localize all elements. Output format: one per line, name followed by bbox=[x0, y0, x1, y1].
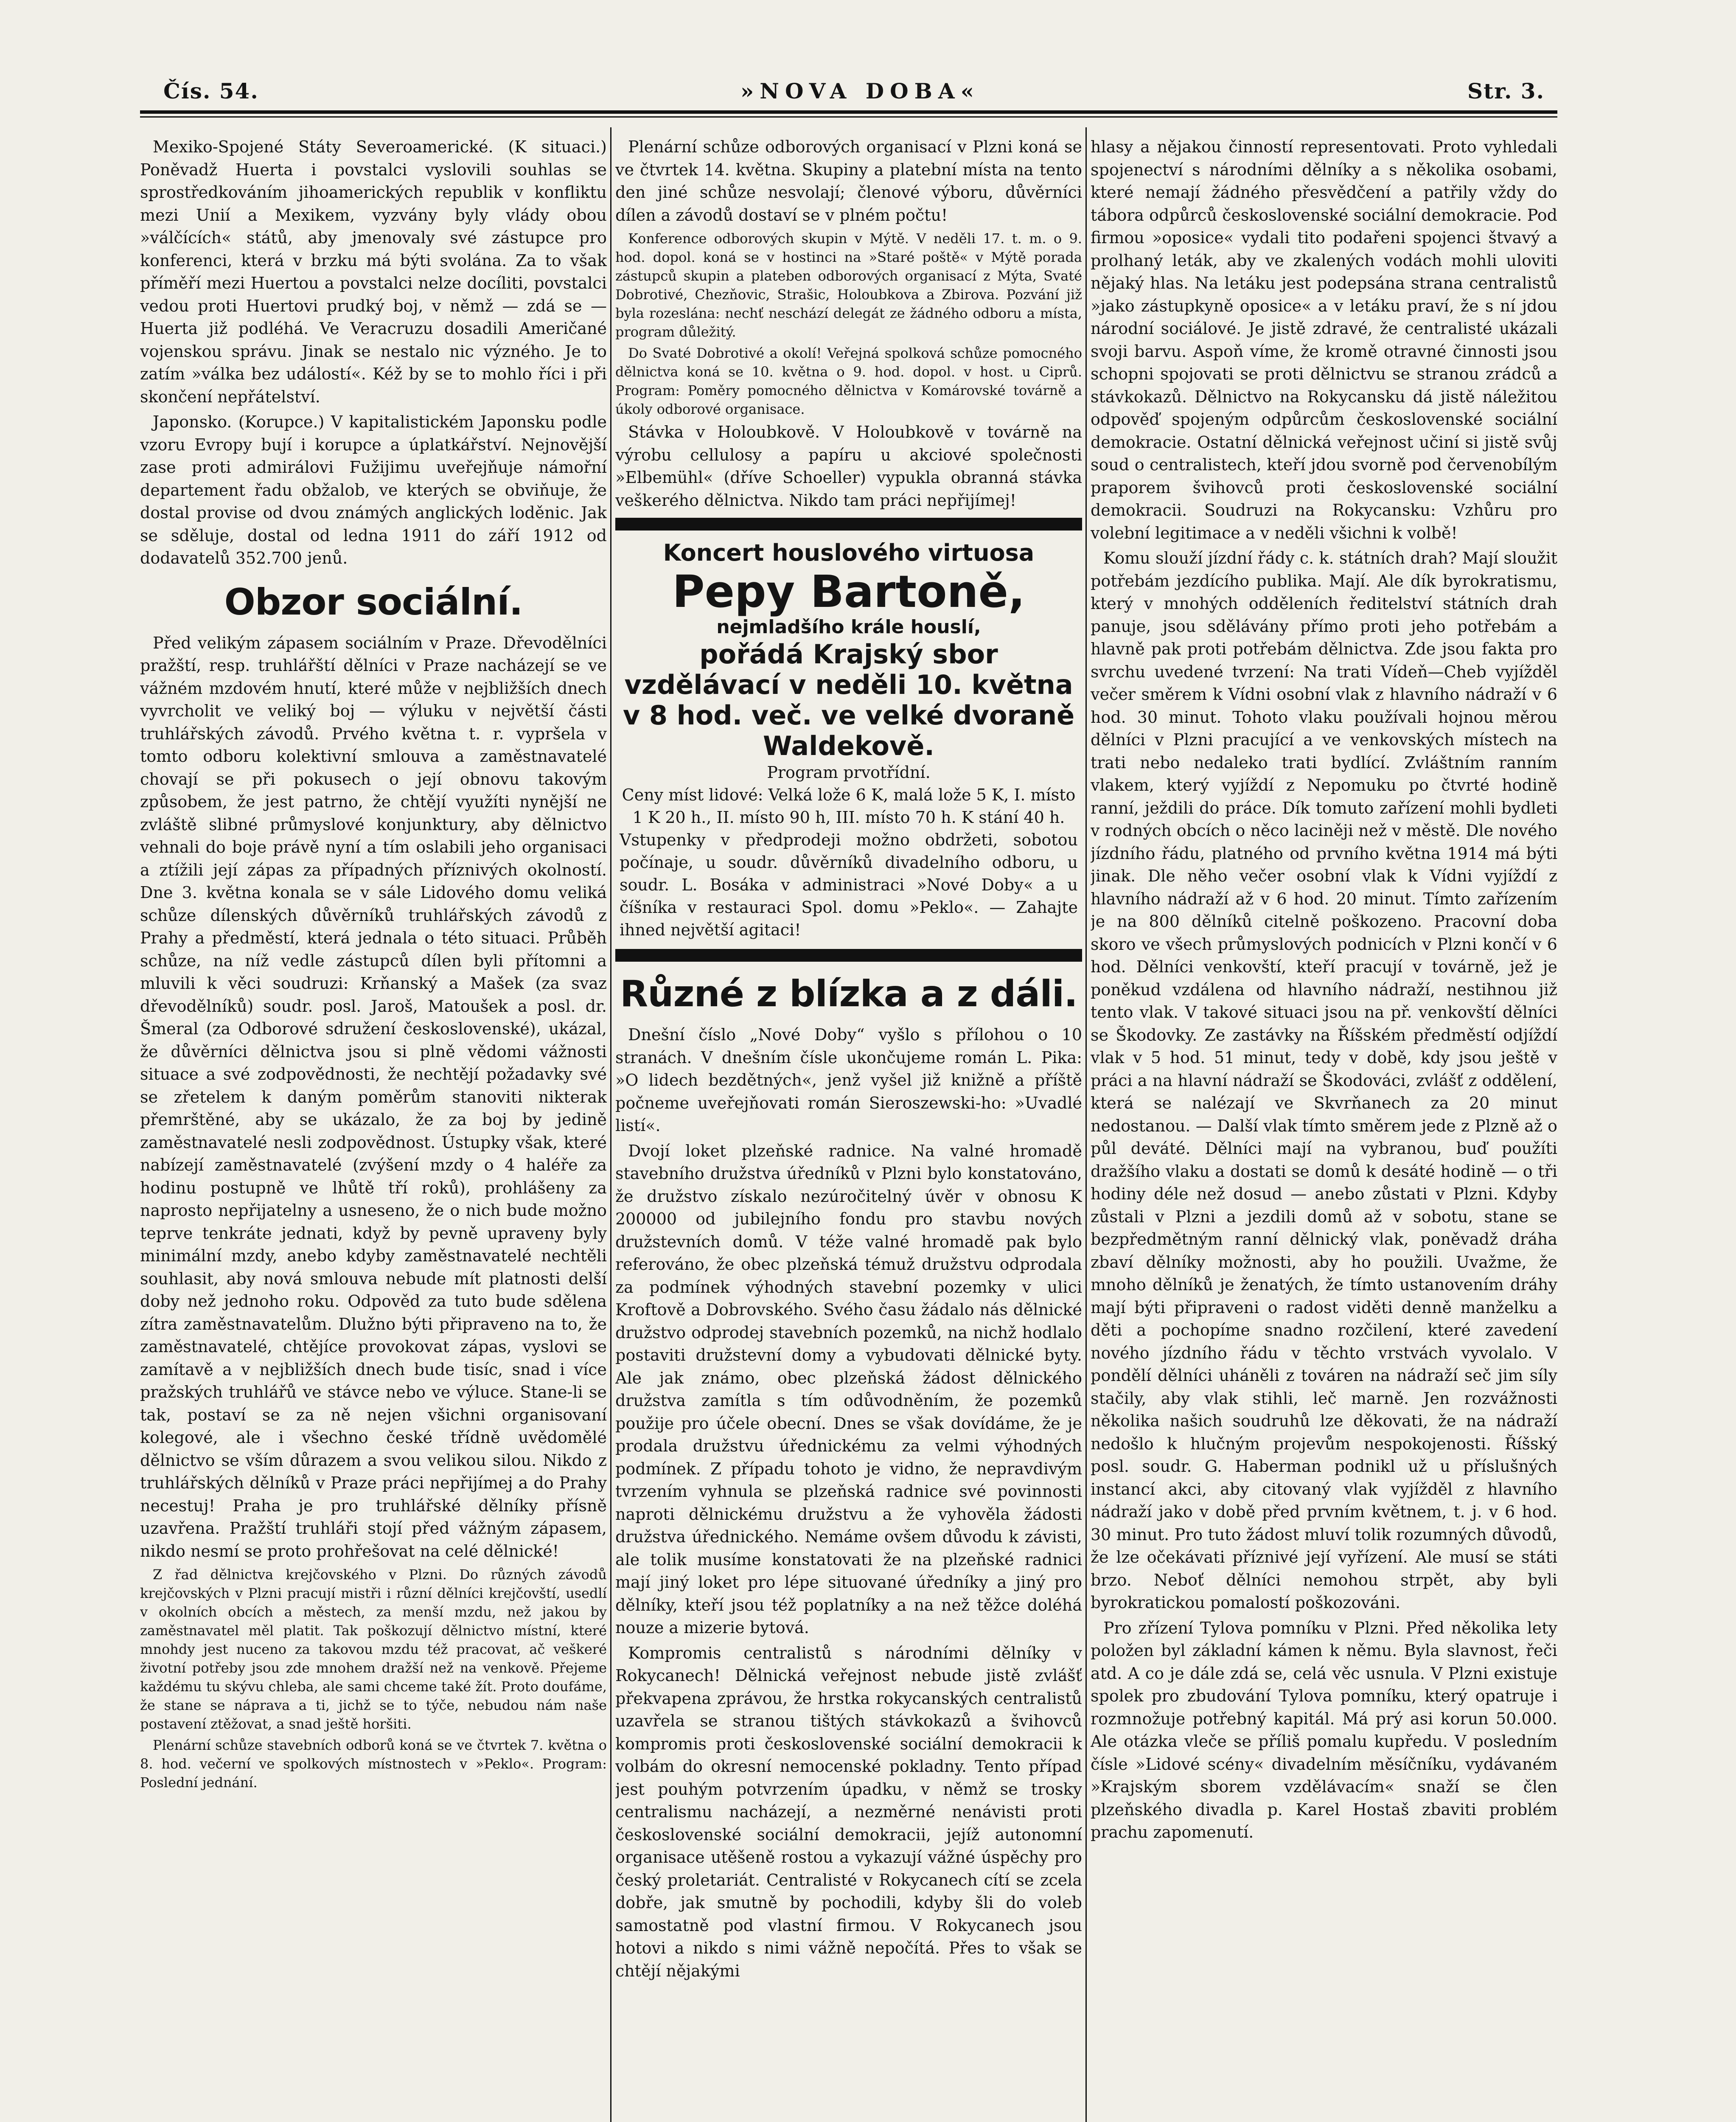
newspaper-title: »NOVA DOBA« bbox=[740, 79, 980, 104]
column-2 bbox=[615, 136, 1082, 2122]
column-divider bbox=[610, 127, 611, 2122]
article-today-issue: Dnešní číslo „Nové Doby“ vyšlo s přílohou o 10 stranách. V dnešním čísle ukončujeme román L. Pika: »O lidech bezdětných«, jenž vyšel již knižně a příště počneme uveřejňovati román Sieroszewski-ho: »Uvadlé listí«. bbox=[615, 1025, 1082, 1135]
ad-line: Koncert houslového virtuosa bbox=[663, 539, 1035, 566]
article-myto-conference: Konference odborových skupin v Mýtě. V neděli 17. t. m. o 9. hod. dopol. koná se v hostinci na »Staré poště« v Mýtě porada zástupců skupin a plateben odborových organisací z Mýta, Svaté Dobrotivé, Chezňovic, Strašic, Holoubkova a Zbirova. Pozvání již byla rozeslána: nechť neschází delegát ze žádného odboru a místa, program důležitý. bbox=[615, 230, 1082, 340]
column-divider bbox=[1085, 127, 1087, 2122]
ad-tickets: Vstupenky v předprodeji možno obdržeti, sobotou počínaje, u soudr. důvěrníků divadelního odboru, u soudr. L. Bosáka v administraci »Nové Doby« a u číšníka v restauraci Spol. domu »Peklo«. — Zahajte ihned největší agitaci! bbox=[620, 831, 1078, 939]
article-mexico: Mexiko-Spojené Státy Severoamerické. (K situaci.) Poněvadž Huerta i povstalci vyslovili souhlas se sprostředkováním jihoamerických republik v konfliktu mezi Unií a Mexikem, vyzvány byly vlády obou »válčících« států, aby jmenovaly své zástupce pro konferenci, která v brzku má býti svolána. Za to však příměří mezi Huertou a povstalci nelze docíliti, povstalci vedou proti Huertovi prudký boj, v němž — zdá se — Huerta již podléhá. Ve Veracruzu dosadili Američané vojenskou správu. Jinak se nestalo nic význého. Je to zatím »válka bez událostí«. Kéž by se to mohlo říci i při skončení nepřátelství. bbox=[140, 138, 607, 406]
page-header bbox=[163, 79, 1545, 112]
ad-organizer: pořádá Krajský sbor vzdělávací v neděli 10. května v 8 hod. več. ve velké dvoraně Waldekově. bbox=[623, 639, 1075, 761]
ad-performer: Pepy Bartoně, bbox=[672, 566, 1025, 618]
section-heading: Obzor sociální. bbox=[224, 581, 523, 623]
article-railway-timetables: Komu slouží jízdní řády c. k. státních drah? Mají sloužit potřebám jezdícího publika. Mají. Ale dík byrokratismu, který v mnohých odděleních ředitelství státních drah panuje, jsou sdělávány přímo proti jeho potřebám a hlavně pak proti potřebám dělnictva. Zde jsou fakta pro svrchu uvedené tvrzení: Na trati Vídeň—Cheb vyjížděl večer směrem k Vídni osobní vlak z hlavního nádraží v 6 hod. 30 minut. Tohoto vlaku používali hojnou měrou dělníci v Plzni pracující a ve venkovských místech na trati nebo nedaleko trati bydlící. Zvláštním ranním vlakem, který vyjíždí z Nepomuku po čtvrté hodině ranní, ježdili do práce. Dík tomuto zařízení mohli bydleti v rodných obcích o něco laciněji než v městě. Dle nového jízdního řádu, platného od prvního května 1914 má býti jinak. Dle něho večer osobní vlak k Vídni vyjíždí z hlavního nádraží až v 6 hod. 20 minut. Tímto zařízením je na 800 dělníků citelně poškozeno. Pracovní doba skoro ve všech průmyslových podnicích v Plzni končí v 6 hod. Dělníci venkovští, kteří pracují v továrně, jež je poněkud vzdálena od hlavního nádraží, nestihnou již tento vlak. V takové situaci jsou na př. venkovští dělníci se Škodovky. Ze zastávky na Říšském předměstí odjíždí vlak v 5 hod. 51 minut, tedy v době, kdy jsou ještě v práci a na hlavní nádraží se Škodováci, zvlášť z oddělení, která se nalézají ve Skvrňanech za 20 minut nedostanou. — Další vlak tímto směrem jede z Plzně až o půl deváté. Dělníci mají na vybranou, buď použíti dražšího vlaku a dostati se domů k desáté hodině — o tři hodiny déle než dosud — anebo zůstati v Plzni. Kdyby zůstali v Plzni a jezdili domů až v sobotu, stane se bezpředmětným ranní dělnický vlak, poněvadž dráha zbaví dělníky možnosti, aby ho použili. Uvažme, že mnoho dělníků je ženatých, že tímto ustanovením dráhy mají býti připraveni o radost viděti denně manželku a děti a pochopíme snadno rozčilení, které zavedení nového jízdního řádu v těchto vrstvách vyvolalo. V pondělí dělníci uháněli z továren na nádraží seč jim síly stačily, aby vlak stihli, leč marně. Jen rozvážnosti několika našich soudruhů lze děkovati, že na nádraží nedošlo k hlučným projevům nespokojenosti. Říšský posl. soudr. G. Haberman podnikl už u příslušných instancí akci, aby citovaný vlak vyjížděl z hlavního nádraží jako v době před prvním květnem, t. j. v 6 hod. 30 minut. Pro tuto žádost mluví tolik rozumných důvodů, že lze očekávati příznivé její vyřízení. Ale musí se státi brzo. Neboť dělníci nemohou strpět, aby byli byrokratickou pomalostí poškozováni. bbox=[1091, 549, 1557, 1612]
ad-prices: Ceny míst lidové: Velká lože 6 K, malá lože 5 K, I. místo 1 K 20 h., II. místo 90 h, III. místo 70 h. K stání 40 h. bbox=[622, 786, 1076, 827]
article-prague-strike: Před velikým zápasem sociálním v Praze. Dřevodělníci pražští, resp. truhlářští dělníci v Praze nacházejí se ve vážném mzdovém hnutí, které může v nejbližších dnech vyvrcholit ve veliký boj — výluku v největší části truhlářských závodů. Prvého května t. r. vypršela v tomto odboru kolektivní smlouva a zaměstnavatelé chovají se při pokusech o její obnovu takovým způsobem, že jest patrno, že chtějí využíti nynější ne zvláště slibné průmyslové konjunktury, aby dělnictvo vehnali do boje právě nyní a tím oslabili jeho organisaci a ztížili její zápas za případných příznivých okolností. Dne 3. května konala se v sále Lidového domu veliká schůze dílenských důvěrníků truhlářských závodů z Prahy a předměstí, která jednala o této situaci. Průběh schůze, na níž vedle zástupců dílen byli přítomni a mluvili k věci soudruzi: Krňanský a Mašek (za svaz dřevodělníků) soudr. posl. Jaroš, Matoušek a posl. dr. Šmeral (za Odborové sdružení československé), ukázal, že důvěrníci dělnictva jsou si plně vědomi vážnosti situace a své zodpovědnosti, že nechtějí požadavky své se zřetelem k daným poměrům stanoviti nikterak přemrštěné, aby se ukázalo, že za boj by jedině zaměstnavatelé nesli zodpovědnost. Ústupky však, které nabízejí zaměstnavatelé (zvýšení mzdy o 4 haléře za hodinu postupně ve lhůtě tří roků), prohlášeny za naprosto nepřijatelny a usneseno, že o nich bude možno teprve tenkráte jednati, když by pevně upraveny byly minimální mzdy, anebo kdyby zaměstnavatelé nechtěli souhlasit, aby nová smlouva nebude mít platnosti delší doby než jednoho roku. Odpověd za tuto bude sdělena zítra zaměstnavatelům. Dlužno býti připraveno na to, že zaměstnavatelé, chtějíce provokovat zápas, vyslovi se zamítavě a v nejbližších dnech bude tisíc, snad i více pražských truhlářů ve stávce nebo ve výluce. Stane-li se tak, postaví se za ně nejen všichni organisovaní kolegové, ale i všechno české třídně uvědomělé dělnictvo se vším důrazem a svou velikou silou. Nikdo z truhlářských dělníků v Praze práci nepřijímej a do Prahy necestuj! Praha je pro truhlářské dělníky přísně uzavřena. Pražští truhláři stojí před vážným zápasem, nikdo nesmí se proto prohřešovat na celé dělnické! bbox=[140, 633, 607, 1561]
article-builders-meeting: Plenární schůze stavebních odborů koná se ve čtvrtek 7. května o 8. hod. večerní ve spolkových místnostech v »Peklo«. Program: Poslední jednání. bbox=[140, 1737, 607, 1791]
header-rule-thin bbox=[140, 116, 1557, 118]
article-holoubkov-strike: Stávka v Holoubkově. V Holoubkově v továrně na výrobu cellulosy a papíru u akciové společnosti »Elbemühl« (dříve Schoeller) vypukla obranná stávka veškerého dělnictva. Nikdo tam práci nepřijímej! bbox=[615, 423, 1082, 510]
article-plenary: Plenární schůze odborových organisací v Plzni koná se ve čtvrtek 14. května. Skupiny a platební místa na tento den jiné schůze nesvolají; členové výboru, důvěrníci dílen a závodů dostaví se v plném počtu! bbox=[615, 138, 1082, 225]
article-japan: Japonsko. (Korupce.) V kapitalistickém Japonsku podle vzoru Evropy bují i korupce a úplatkářství. Nejnovější zase proti admirálovi Fužijimu uveřejňuje námořní departement řadu obžalob, ve kterých se obviňuje, že dostal provise od dvou známých anglických loděnic. Jak se sděluje, dostal od ledna 1911 do září 1912 od dodavatelů 352.700 jenů. bbox=[140, 413, 607, 567]
article-tailors: Z řad dělnictva krejčovského v Plzni. Do různých závodů krejčovských v Plzni pracují mistři i různí dělníci krejčovští, usedlí v okolních obcích a městech, za menší mzdu, než jakou by zaměstnavatel měl platit. Tak poškozují dělnictvo místní, které mnohdy jest nuceno za takovou mzdu též pracovat, ač veškeré životní potřeby jsou zde mnohem dražší než na venkově. Přejeme každému tu skývu chleba, ale sami chceme také žít. Proto doufáme, že stane se náprava a ti, jichž se to týče, nebudou nám naše postavení ztěžovat, a snad ještě horšiti. bbox=[140, 1566, 607, 1732]
page-number: Str. 3. bbox=[1467, 79, 1545, 104]
column-1 bbox=[140, 136, 607, 2122]
column-3 bbox=[1091, 136, 1557, 2122]
issue-number: Čís. 54. bbox=[163, 79, 259, 104]
ad-line: nejmladšího krále houslí, bbox=[716, 616, 981, 638]
header-rule bbox=[140, 110, 1557, 114]
article-double-standard: Dvojí loket plzeňské radnice. Na valné hromadě stavebního družstva úředníků v Plzni bylo konstatováno, že družstvo získalo nezúročitelný úvěr v obnosu K 200000 od jubilejního fondu pro stavbu nových družstevních domů. V téže valné hromadě pak bylo referováno, že obec plzeňská témuž družstvu odprodala za podmínek výhodných stavební pozemky v ulici Kroftově a Dobrovského. Svého času žádalo nás dělnické družstvo odprodej stavebních pozemků, na nichž hodlalo postaviti družstevní domy a vybudovati dělnické byty. Ale jak známo, obec plzeňská žádost dělnického družstva zamítla s tím odůvodněním, že pozemků použije pro účele obecní. Dnes se však dovídáme, že je prodala družstvu úřednickému za velmi výhodných podmínek. Z případu tohoto je vidno, že nepravdivým tvrzením vyhnula se plzeňská radnice své povinnosti naproti dělnickému družstvu a že vyhověla žádosti družstva úřednického. Nemáme ovšem důvodu k závisti, ale tolik musíme konstatovati že na plzeňské radnici mají jiný loket pro lépe situované úředníky a jiný pro dělníky, kteří jsou též poplatníky a na než těžce doléhá nouze a mizerie bytová. bbox=[615, 1141, 1082, 1637]
section-heading: Různé z blízka a z dáli. bbox=[620, 973, 1077, 1015]
article-dobrotiva: Do Svaté Dobrotivé a okolí! Veřejná spolková schůze pomocného dělnictva koná se 10. května o 9. hod. dopol. v host. u Ciprů. Program: Poměry pomocného dělnictva v Komárovské továrně a úkoly odborové organisace. bbox=[615, 345, 1082, 417]
article-rokycany-compromise: Kompromis centralistů s národními dělníky v Rokycanech! Dělnická veřejnost nebude jistě zvlášť překvapena zprávou, že hrstka rokycanských centralistů uzavřela se stranou tištých stávkokazů a švihovců kompromis proti československé sociální demokracii k volbám do okresní nemocenské pokladny. Tento případ jest pouhým potvrzením úpadku, v němž se trosky centralismu nacházejí, a nezměrné nenávisti proti československé sociální demokracii, jejíž autonomní organisace utěšeně rostou a vykazují vážné úspěchy pro český proletariát. Centralisté v Rokycanech cítí se zcela dobře, jak smutně by pochodili, kdyby šli do voleb samostatně pod vlastní firmou. V Rokycanech jsou hotovi a nikdo s nimi vážně nepočítá. Přes to však se chtějí nějakými bbox=[615, 1643, 1082, 1980]
ad-program: Program prvotřídní. bbox=[767, 763, 931, 782]
article-continued: hlasy a nějakou činností representovati. Proto vyhledali spojenectví s národními dělníky a s několika osobami, které nemají žádného přesvědčení a patřily vždy do tábora odpůrců československé sociální demokracie. Pod firmou »oposice« vydali tito podařeni spojenci štvavý a prolhaný leták, aby ve zkalených vodách mohli uloviti nějaký hlas. Na letáku jest podepsána strana centralistů »jako zástupkyně oposice« a v letáku praví, že s ní jdou národní sociálové. Je jistě zdravé, že centralisté ukázali svoji barvu. Aspoň víme, že kromě otravné činnosti jsou schopni spojovati se proti dělnictvu se stranou zrádců a stávkokazů. Dělnictvo na Rokycansku dá jistě náležitou odpověď spojeným odpůrcům československé sociální demokracie. Ostatní dělnická veřejnost učiní si jistě svůj soud o centralistech, kteří jdou svorně pod červenobílým praporem švihovců proti československé sociální demokracii. Soudruzi na Rokycansku: Vzhůru pro volební legitimace a v neděli všichni k volbě! bbox=[1091, 138, 1557, 542]
article-tyl-monument: Pro zřízení Tylova pomníku v Plzni. Před několika lety položen byl základní kámen k němu. Byla slavnost, řeči atd. A co je dále zdá se, celá věc usnula. V Plzni existuje spolek pro zbudování Tylova pomníku, který opatruje i rozmnožuje potřebný kapitál. Má prý asi korun 50.000. Ale otázka vleče se příliš pomalu kupředu. V posledním čísle »Lidové scény« divadelním měsíčníku, vydávaném »Krajským sborem vzdělávacím« snaží se člen plzeňského divadla p. Karel Hostaš zbaviti problém prachu zapomenutí. bbox=[1091, 1618, 1557, 1841]
concert-advertisement bbox=[615, 518, 1082, 962]
